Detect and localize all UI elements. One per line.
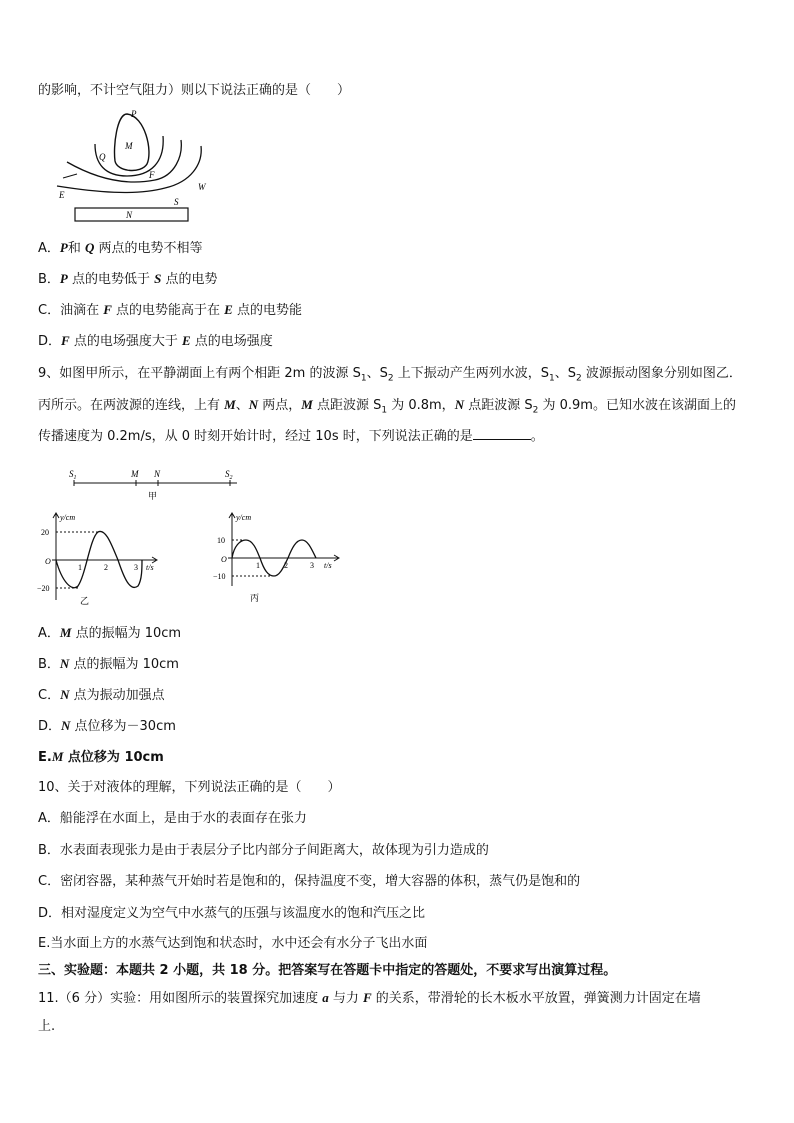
var: M xyxy=(301,397,313,412)
bing-tick-y-top: 10 xyxy=(217,536,225,545)
text: 、S xyxy=(554,366,576,381)
q9-stem-line2 xyxy=(38,396,736,420)
q9-stem-line1 xyxy=(38,365,742,388)
q8-option-c xyxy=(38,301,302,320)
var: Q xyxy=(85,240,95,255)
var: N xyxy=(61,718,71,733)
sub: 1 xyxy=(548,373,555,384)
q9-stem-line3 xyxy=(38,427,544,446)
text: 点距波源 S xyxy=(464,398,533,413)
text: 上下振动产生两列水波，S xyxy=(393,366,549,381)
bing-tick-y-bottom: −10 xyxy=(213,572,226,581)
q10-option-e: E.当水面上方的水蒸气达到饱和状态时，水中还会有水分子飞出水面 xyxy=(38,936,428,951)
yi-tick-x-3: 3 xyxy=(134,563,138,572)
yi-xlabel: t/s xyxy=(146,563,154,572)
label-F: F xyxy=(149,170,155,180)
q8-option-a xyxy=(38,239,203,258)
text: 点的电场强度大于 xyxy=(69,334,182,349)
bing-tick-x-3: 3 xyxy=(310,561,314,570)
q10-option-b: B．水表面表现张力是由于表层分子比内部分子间距离大，故体现为引力造成的 xyxy=(38,843,489,858)
sub: 2 xyxy=(387,373,394,384)
text: 点的电势 xyxy=(161,272,218,287)
q9-option-b xyxy=(38,655,179,674)
label-Q: Q xyxy=(99,152,106,162)
var: M xyxy=(51,749,64,764)
yi-tick-y-top: 20 xyxy=(41,528,49,537)
sub: 1 xyxy=(381,405,388,416)
yi-origin: O xyxy=(45,557,51,566)
jia-S2: $S_2$ xyxy=(225,469,233,481)
figure-yi xyxy=(34,508,164,608)
label-S: S xyxy=(174,197,179,207)
var: N xyxy=(248,397,259,412)
text: 点的电势低于 xyxy=(67,272,155,287)
section-3-heading: 三、实验题：本题共 2 小题，共 18 分。把答案写在答题卡中指定的答题处，不要求写出演算过程。 xyxy=(38,963,617,978)
option-prefix: D． xyxy=(38,719,62,734)
text: 传播速度为 0.2m/s，从 0 时刻开始计时，经过 10s 时，下列说法正确的是 xyxy=(38,429,473,444)
label-W: W xyxy=(198,182,206,192)
q9-option-e xyxy=(38,748,164,767)
var: F xyxy=(61,333,70,348)
var: a xyxy=(322,990,329,1005)
text: 点的电势能高于在 xyxy=(111,303,225,318)
var: S xyxy=(154,271,162,286)
text: 点为振动加强点 xyxy=(69,688,165,703)
text: 的关系，带滑轮的长木板水平放置，弹簧测力计固定在墙 xyxy=(371,991,701,1006)
option-prefix: E. xyxy=(38,750,52,765)
q8-option-b xyxy=(38,270,218,289)
q10-option-c: C．密闭容器，某种蒸气开始时若是饱和的，保持温度不变，增大容器的体积，蒸气仍是饱和的 xyxy=(38,874,581,889)
text: 点的电场强度 xyxy=(190,334,273,349)
label-P: P xyxy=(131,109,137,119)
figure-jia xyxy=(62,466,252,506)
text: 9、如图甲所示，在平静湖面上有两个相距 2m 的波源 S xyxy=(38,366,361,381)
sub: 2 xyxy=(532,405,539,416)
text: 。 xyxy=(530,429,544,444)
text: 点位移为－30cm xyxy=(70,719,176,734)
sub: 2 xyxy=(575,373,582,384)
text: 为 0.9m。已知水波在该湖面上的 xyxy=(538,398,736,413)
q10-stem: 10、关于对液体的理解，下列说法正确的是（ ） xyxy=(38,780,341,795)
sub: 1 xyxy=(360,373,367,384)
label-N: N xyxy=(126,210,133,220)
jia-N: N xyxy=(154,469,161,479)
var: E xyxy=(181,333,191,348)
var: P xyxy=(59,240,68,255)
var: N xyxy=(59,656,70,671)
yi-tick-y-bottom: −20 xyxy=(37,584,50,593)
text: 两点的电势不相等 xyxy=(94,241,203,256)
text: 点位移为 10cm xyxy=(63,750,164,765)
var: N xyxy=(60,687,70,702)
q9-option-c xyxy=(38,686,165,705)
text: 点的振幅为 10cm xyxy=(69,657,179,672)
q8-field-figure xyxy=(55,106,225,226)
bing-tick-x-1: 1 xyxy=(256,561,260,570)
var: F xyxy=(362,990,372,1005)
bing-origin: O xyxy=(221,555,227,564)
text: 与力 xyxy=(328,991,363,1006)
option-prefix: D． xyxy=(38,334,62,349)
text: 和 xyxy=(67,241,85,256)
option-prefix: A． xyxy=(38,626,60,641)
jia-M: M xyxy=(131,469,139,479)
option-prefix: C． xyxy=(38,303,61,318)
bing-tick-x-2: 2 xyxy=(284,561,288,570)
text: 油滴在 xyxy=(60,303,104,318)
text: 为 0.8m， xyxy=(387,398,455,413)
q11-stem-line2: 上. xyxy=(38,1019,56,1034)
q9-option-a xyxy=(38,624,181,643)
option-prefix: C． xyxy=(38,688,61,703)
yi-ylabel: y/cm xyxy=(60,513,76,522)
label-M: M xyxy=(125,141,133,151)
text: 11.（6 分）实验：用如图所示的装置探究加速度 xyxy=(38,991,323,1006)
text: 点距波源 S xyxy=(312,398,382,413)
text: 点的振幅为 10cm xyxy=(71,626,182,641)
text: 点的电势能 xyxy=(232,303,302,318)
figure-bing xyxy=(210,508,345,608)
bing-ylabel: y/cm xyxy=(236,513,252,522)
jia-S1: $S_1$ xyxy=(69,469,77,481)
option-prefix: B． xyxy=(38,657,60,672)
option-prefix: A． xyxy=(38,241,60,256)
var: F xyxy=(103,302,112,317)
yi-tick-x-1: 1 xyxy=(78,563,82,572)
var: P xyxy=(59,271,68,286)
q8-option-d xyxy=(38,332,273,351)
bing-caption: 丙 xyxy=(250,593,260,603)
var: E xyxy=(224,302,233,317)
label-E: E xyxy=(59,190,65,200)
text: 丙所示。在两波源的连线，上有 xyxy=(38,398,225,413)
bing-xlabel: t/s xyxy=(324,561,332,570)
q10-option-d: D．相对湿度定义为空气中水蒸气的压强与该温度水的饱和汽压之比 xyxy=(38,906,426,921)
yi-caption: 乙 xyxy=(80,596,90,606)
q10-option-a: A．船能浮在水面上，是由于水的表面存在张力 xyxy=(38,811,307,826)
var: M xyxy=(224,397,236,412)
text: 、 xyxy=(235,398,249,413)
q11-stem-line1 xyxy=(38,989,701,1008)
var: N xyxy=(454,397,465,412)
text: 两点， xyxy=(258,398,302,413)
jia-caption: 甲 xyxy=(148,491,158,501)
yi-tick-x-2: 2 xyxy=(104,563,108,572)
answer-blank[interactable] xyxy=(473,427,531,440)
q9-option-d xyxy=(38,717,176,736)
q8-stem: 的影响，不计空气阻力）则以下说法正确的是（ ） xyxy=(38,83,351,98)
text: 、S xyxy=(366,366,388,381)
text: 波源振动图象分别如图乙． xyxy=(581,366,742,381)
var: M xyxy=(59,625,72,640)
option-prefix: B． xyxy=(38,272,60,287)
